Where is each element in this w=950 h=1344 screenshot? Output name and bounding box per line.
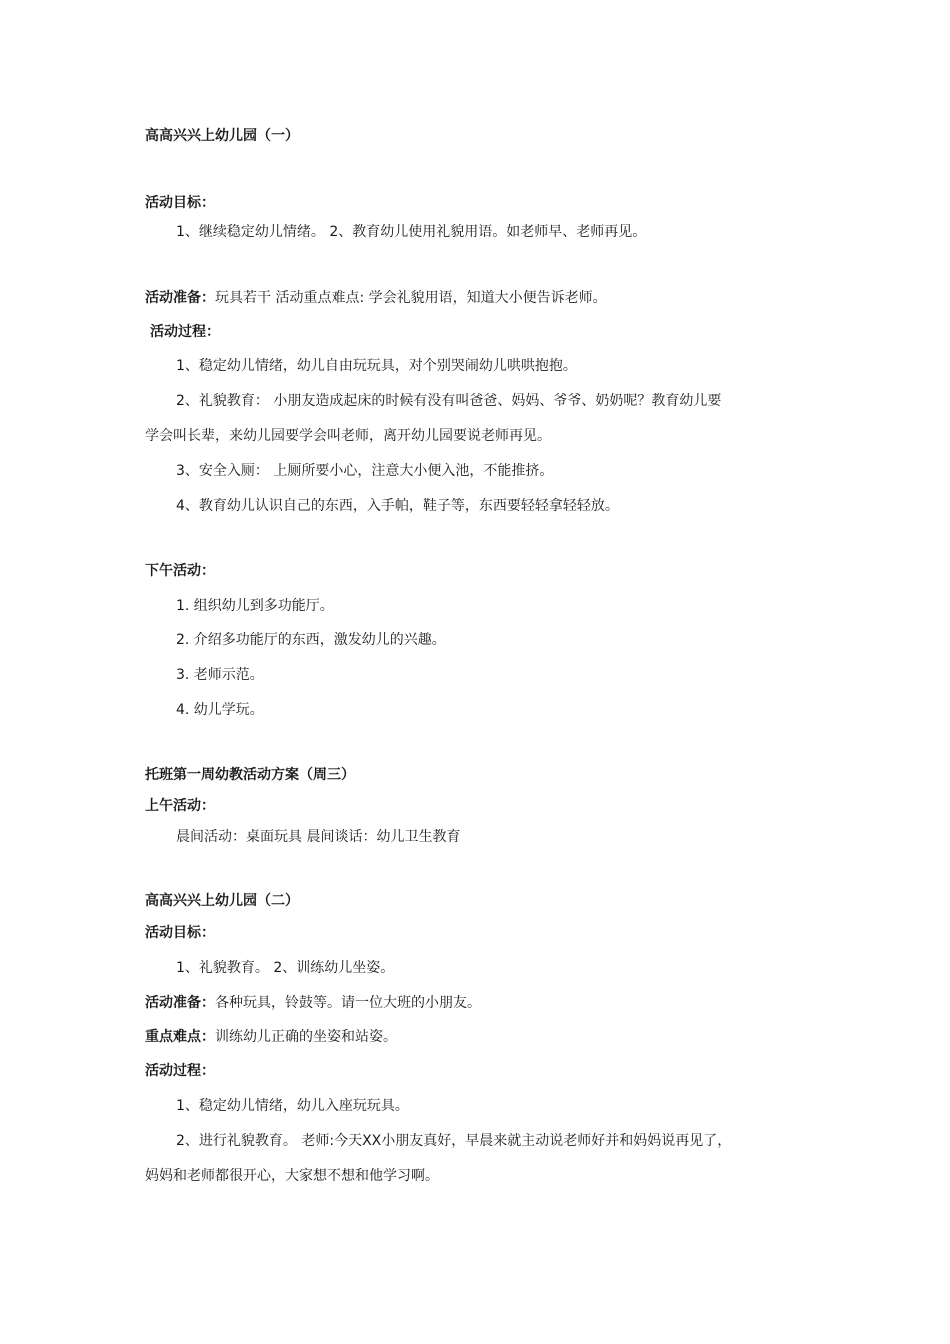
section2-goal-label: 活动目标： bbox=[145, 925, 215, 941]
section1-prep-label: 活动准备： bbox=[145, 290, 215, 306]
plan-morning-text: 晨间活动：桌面玩具 晨间谈话：幼儿卫生教育 bbox=[176, 829, 461, 845]
section1-process-label: 活动过程： bbox=[150, 324, 220, 340]
section1-step: 学会叫长辈，来幼儿园要学会叫老师，离开幼儿园要说老师再见。 bbox=[145, 428, 551, 444]
section1-goal-label: 活动目标： bbox=[145, 195, 215, 211]
afternoon-item: 4. 幼儿学玩。 bbox=[176, 702, 264, 718]
afternoon-item: 3. 老师示范。 bbox=[176, 667, 264, 683]
section1-prep bbox=[145, 288, 607, 308]
section2-goal-text: 1、礼貌教育。 2、训练幼儿坐姿。 bbox=[176, 960, 395, 976]
section1-step: 1、稳定幼儿情绪，幼儿自由玩玩具，对个别哭闹幼儿哄哄抱抱。 bbox=[176, 358, 577, 374]
section2-prep bbox=[145, 993, 481, 1013]
section1-step: 3、安全入厕： 上厕所要小心，注意大小便入池，不能推挤。 bbox=[176, 463, 554, 479]
plan-title: 托班第一周幼教活动方案（周三） bbox=[145, 767, 355, 783]
section2-key-text: 训练幼儿正确的坐姿和站姿。 bbox=[215, 1029, 397, 1045]
section1-prep-text: 玩具若干 活动重点难点: 学会礼貌用语，知道大小便告诉老师。 bbox=[215, 290, 607, 306]
section2-step: 2、进行礼貌教育。 老师:今天XX小朋友真好，早晨来就主动说老师好并和妈妈说再见了， bbox=[176, 1133, 732, 1149]
section2-process-label: 活动过程： bbox=[145, 1063, 215, 1079]
section2-key bbox=[145, 1027, 397, 1047]
afternoon-item: 1. 组织幼儿到多功能厅。 bbox=[176, 598, 334, 614]
plan-morning-label: 上午活动： bbox=[145, 798, 215, 814]
section1-step: 2、礼貌教育： 小朋友造成起床的时候有没有叫爸爸、妈妈、爷爷、奶奶呢？教育幼儿要 bbox=[176, 393, 722, 409]
section1-step: 4、教育幼儿认识自己的东西，入手帕，鞋子等，东西要轻轻拿轻轻放。 bbox=[176, 498, 619, 514]
afternoon-item: 2. 介绍多功能厅的东西，激发幼儿的兴趣。 bbox=[176, 632, 446, 648]
section2-step: 妈妈和老师都很开心，大家想不想和他学习啊。 bbox=[145, 1168, 439, 1184]
section2-prep-label: 活动准备： bbox=[145, 995, 215, 1011]
section1-title: 高高兴兴上幼儿园（一） bbox=[145, 128, 299, 144]
section2-step: 1、稳定幼儿情绪，幼儿入座玩玩具。 bbox=[176, 1098, 409, 1114]
section2-prep-text: 各种玩具，铃鼓等。请一位大班的小朋友。 bbox=[215, 995, 481, 1011]
section2-key-label: 重点难点： bbox=[145, 1029, 215, 1045]
afternoon-label: 下午活动： bbox=[145, 563, 215, 579]
section2-title: 高高兴兴上幼儿园（二） bbox=[145, 893, 299, 909]
section1-goal-text: 1、继续稳定幼儿情绪。 2、教育幼儿使用礼貌用语。如老师早、老师再见。 bbox=[176, 224, 647, 240]
